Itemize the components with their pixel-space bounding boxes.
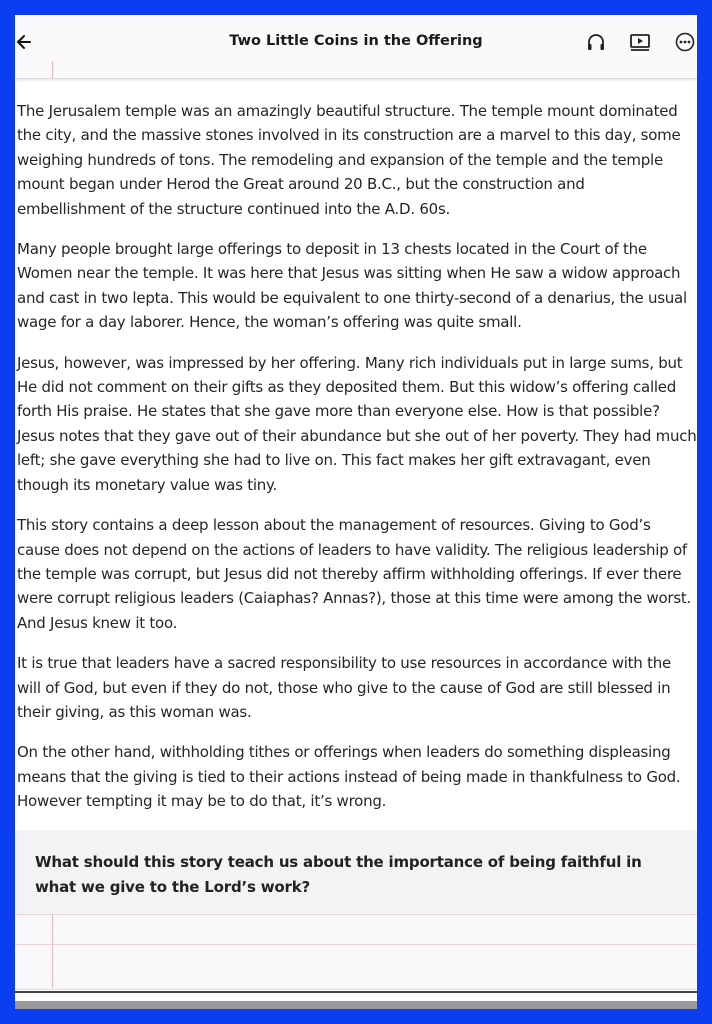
page-title: Two Little Coins in the Offering: [229, 33, 483, 49]
article-body: [17, 99, 697, 830]
ruled-line: [15, 914, 697, 915]
notebook-margin-line: [52, 914, 53, 988]
video-button[interactable]: [628, 31, 652, 53]
paragraph: This story contains a deep lesson about the management of resources. Giving to God’s cause does not depend on the actions of leaders to have validity. The religious leadership of the temple was corrupt, but Jesus did not thereby affirm withholding offerings. If ever there were corrupt religious leaders (Caiaphas? Annas?), those at this time were among the worst. And Jesus knew it too.: [17, 516, 692, 632]
headphones-icon: [584, 31, 608, 53]
paragraph: On the other hand, withholding tithes or offerings when leaders do something displeasing means that the giving is tied to their actions instead of being made in thankfulness to God. However tempting it may be to do that, it’s wrong.: [17, 743, 681, 811]
top-bar: [15, 15, 697, 79]
paragraph: The Jerusalem temple was an amazingly beautiful structure. The temple mount dominated the city, and the massive stones involved in its construction are a marvel to this day, some weighing hundreds of tons. The remodeling and expansion of the temple and the temple mount began under Herod the Great around 20 B.C., but the construction and embellishment of the structure continued into the A.D. 60s.: [17, 102, 681, 218]
app-window: [15, 15, 697, 1009]
listen-button[interactable]: [584, 31, 608, 53]
divider: [15, 991, 697, 993]
discussion-question-card: [15, 830, 697, 990]
more-button[interactable]: [673, 31, 697, 53]
back-arrow-icon: [15, 29, 37, 55]
paragraph: Jesus, however, was impressed by her offering. Many rich individuals put in large sums, but He did not comment on their gifts as they deposited them. But this widow’s offering called forth His praise. He states that she gave more than everyone else. How is that possible? Jesus notes that they gave out of their abundance but she out of her poverty. They had much left; she gave everything she had to live on. This fact makes her gift extravagant, even though its monetary value was tiny.: [17, 353, 697, 494]
play-video-icon: [628, 31, 652, 53]
more-options-icon: [673, 31, 697, 53]
paragraph: Many people brought large offerings to deposit in 13 chests located in the Court of the Women near the temple. It was here that Jesus was sitting when He saw a widow approach and cast in two lepta. This would be equivalent to one thirty-second of a denarius, the usual wage for a day laborer. Hence, the woman’s offering was quite small.: [17, 240, 687, 332]
answer-input[interactable]: [15, 914, 697, 988]
paragraph: It is true that leaders have a sacred responsibility to use resources in accordance with the will of God, but even if they do not, those who give to the cause of God are still blessed in their giving, as this woman was.: [17, 654, 671, 721]
question-text: What should this story teach us about the importance of being faithful in what we give to the Lord’s work?: [35, 853, 642, 896]
horizontal-scrollbar[interactable]: [15, 1001, 697, 1009]
notebook-margin-line: [52, 61, 53, 79]
ruled-line: [15, 944, 697, 945]
back-button[interactable]: [15, 29, 37, 55]
